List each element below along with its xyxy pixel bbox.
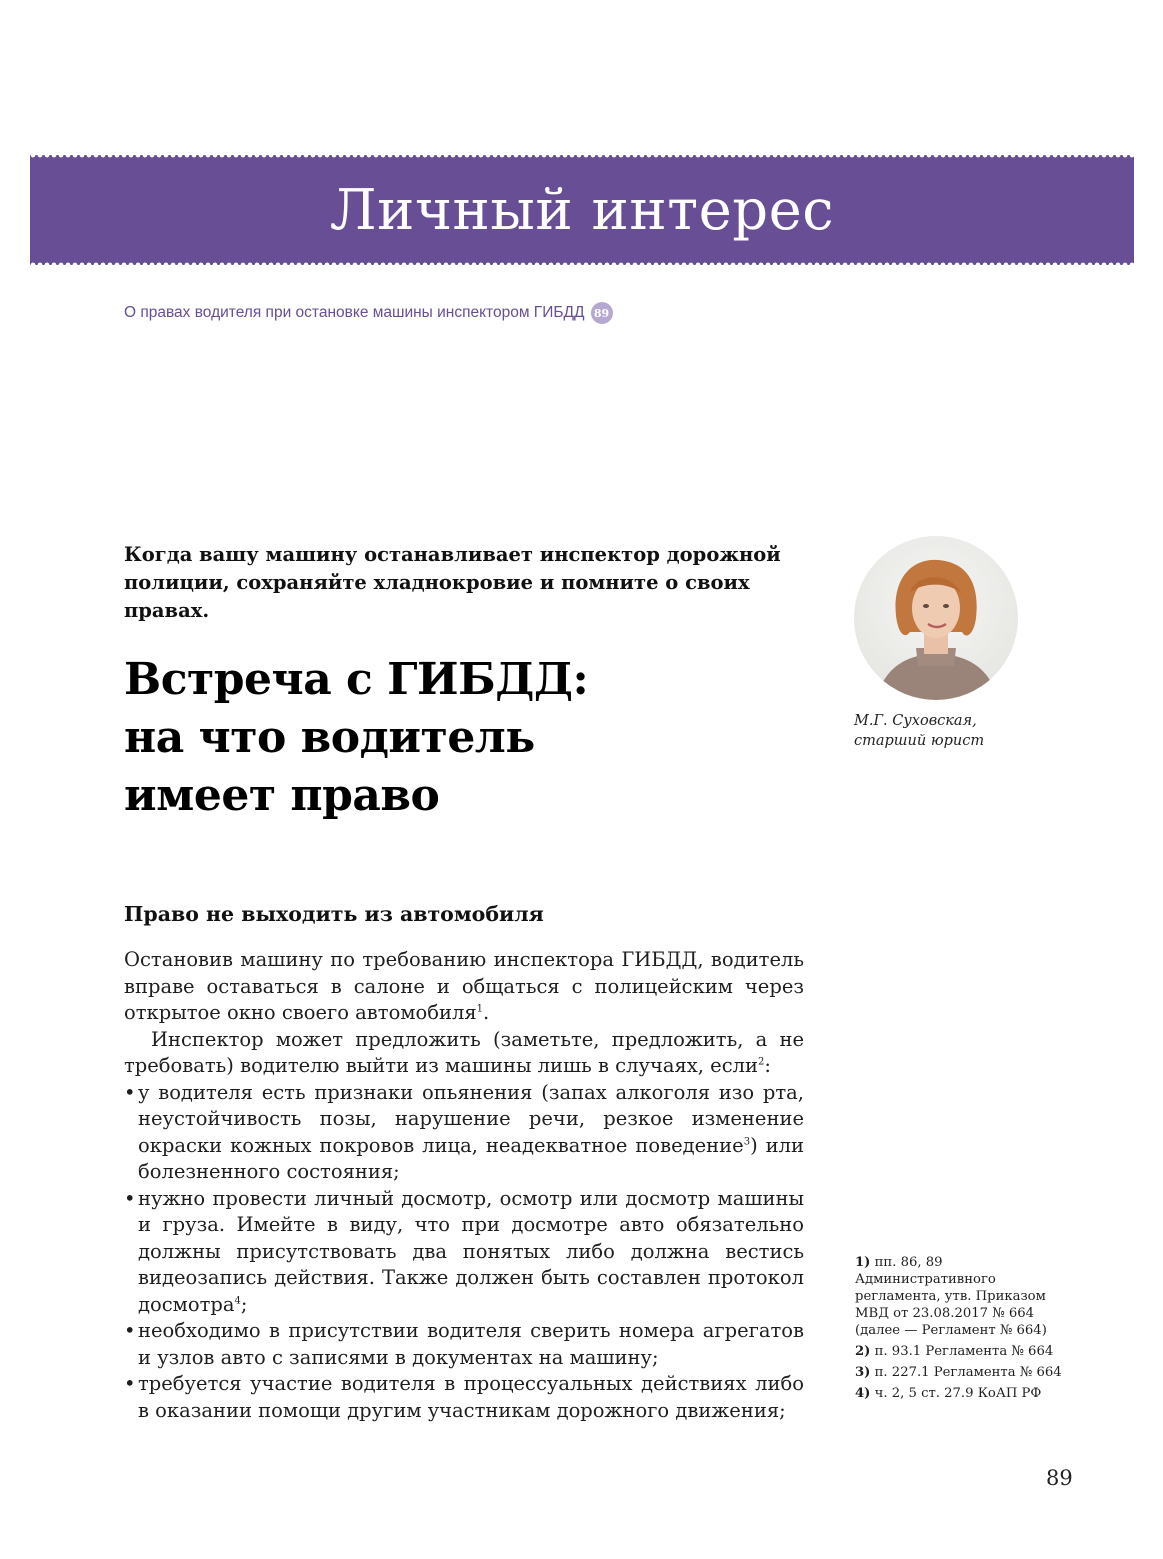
footnote-ref[interactable]: 1	[476, 1003, 484, 1015]
article-body	[124, 947, 804, 1424]
footnote-text: п. 227.1 Регламента № 664	[874, 1365, 1062, 1380]
footnote-ref[interactable]: 3	[743, 1136, 751, 1147]
footnote	[855, 1254, 1080, 1339]
list-item	[124, 1186, 804, 1319]
article-headline	[124, 651, 684, 825]
portrait-image	[854, 536, 1018, 700]
list-item-tail: ;	[240, 1292, 248, 1316]
lead-paragraph: Когда вашу машину останавливает инспектор дорожной полиции, сохраняйте хладнокровие и помните о своих правах.	[124, 543, 781, 622]
breadcrumb[interactable]	[124, 302, 613, 324]
body-paragraph	[124, 1027, 804, 1080]
footnote	[855, 1343, 1080, 1360]
list-item-tail: ) или болезненного состояния;	[138, 1133, 805, 1183]
footnote-number: 1)	[855, 1255, 871, 1270]
list-item-text: нужно провести личный досмотр, осмотр или досмотр машины и груза. Имейте в виду, что при досмотре авто обязательно должны присутствовать два понятых либо должна вестись видеозапись действия. Также должен быть составлен протокол досмотра	[138, 1186, 804, 1316]
footnote-text: п. 93.1 Регламента № 664	[874, 1344, 1054, 1359]
paragraph-end: .	[483, 1001, 490, 1024]
headline-line: на что водитель	[124, 712, 535, 763]
footnote-ref[interactable]: 4	[234, 1295, 241, 1306]
paragraph-text: Остановив машину по требованию инспектора ГИБДД, водитель вправе оставаться в салоне и общаться с полицейским через открытое окно своего автомобиля	[124, 948, 804, 1024]
author-role: старший юрист	[854, 733, 985, 749]
list-item	[124, 1080, 804, 1186]
footnote-number: 3)	[855, 1365, 871, 1380]
breadcrumb-text[interactable]: О правах водителя при остановке машины инспектором ГИБДД	[124, 304, 585, 321]
list-item-text: необходимо в присутствии водителя сверить номера агрегатов и узлов авто с записями в документах на машину;	[138, 1319, 804, 1369]
footnotes	[855, 1254, 1080, 1406]
page-badge: 89	[591, 302, 613, 324]
headline-line: Встреча с ГИБДД:	[124, 654, 589, 705]
footnote	[855, 1385, 1080, 1402]
body-paragraph	[124, 947, 804, 1027]
author-portrait	[854, 536, 1018, 700]
section-title: Личный интерес	[329, 177, 835, 243]
footnote	[855, 1364, 1080, 1381]
list-item	[124, 1318, 804, 1371]
section-heading: Право не выходить из автомобиля	[124, 902, 544, 926]
section-banner	[30, 155, 1134, 265]
paragraph-end: :	[764, 1054, 771, 1077]
list-item	[124, 1371, 804, 1424]
page-number: 89	[1046, 1466, 1073, 1490]
paragraph-text: Инспектор может предложить (заметьте, предложить, а не требовать) водителю выйти из машины лишь в случаях, если	[124, 1027, 804, 1077]
footnote-ref[interactable]: 2	[758, 1056, 765, 1068]
footnote-number: 2)	[855, 1344, 871, 1359]
author-name: М.Г. Суховская,	[854, 713, 977, 729]
footnote-number: 4)	[855, 1386, 871, 1401]
list-item-text: требуется участие водителя в процессуальных действиях либо в оказании помощи другим участникам дорожного движения;	[138, 1372, 804, 1422]
author-caption	[854, 711, 1074, 751]
headline-line: имеет право	[124, 770, 440, 821]
list-item-text: у водителя есть признаки опьянения (запах алкоголя изо рта, неустойчивость позы, нарушение речи, резкое изменение окраски кожных покровов лица, неадекватное поведение	[138, 1080, 804, 1157]
footnote-text: ч. 2, 5 ст. 27.9 КоАП РФ	[874, 1386, 1042, 1401]
footnote-text: пп. 86, 89 Административного регламента, утв. Приказом МВД от 23.08.2017 № 664 (далее — Регламент № 664)	[855, 1255, 1047, 1338]
conditions-list	[124, 1080, 804, 1425]
